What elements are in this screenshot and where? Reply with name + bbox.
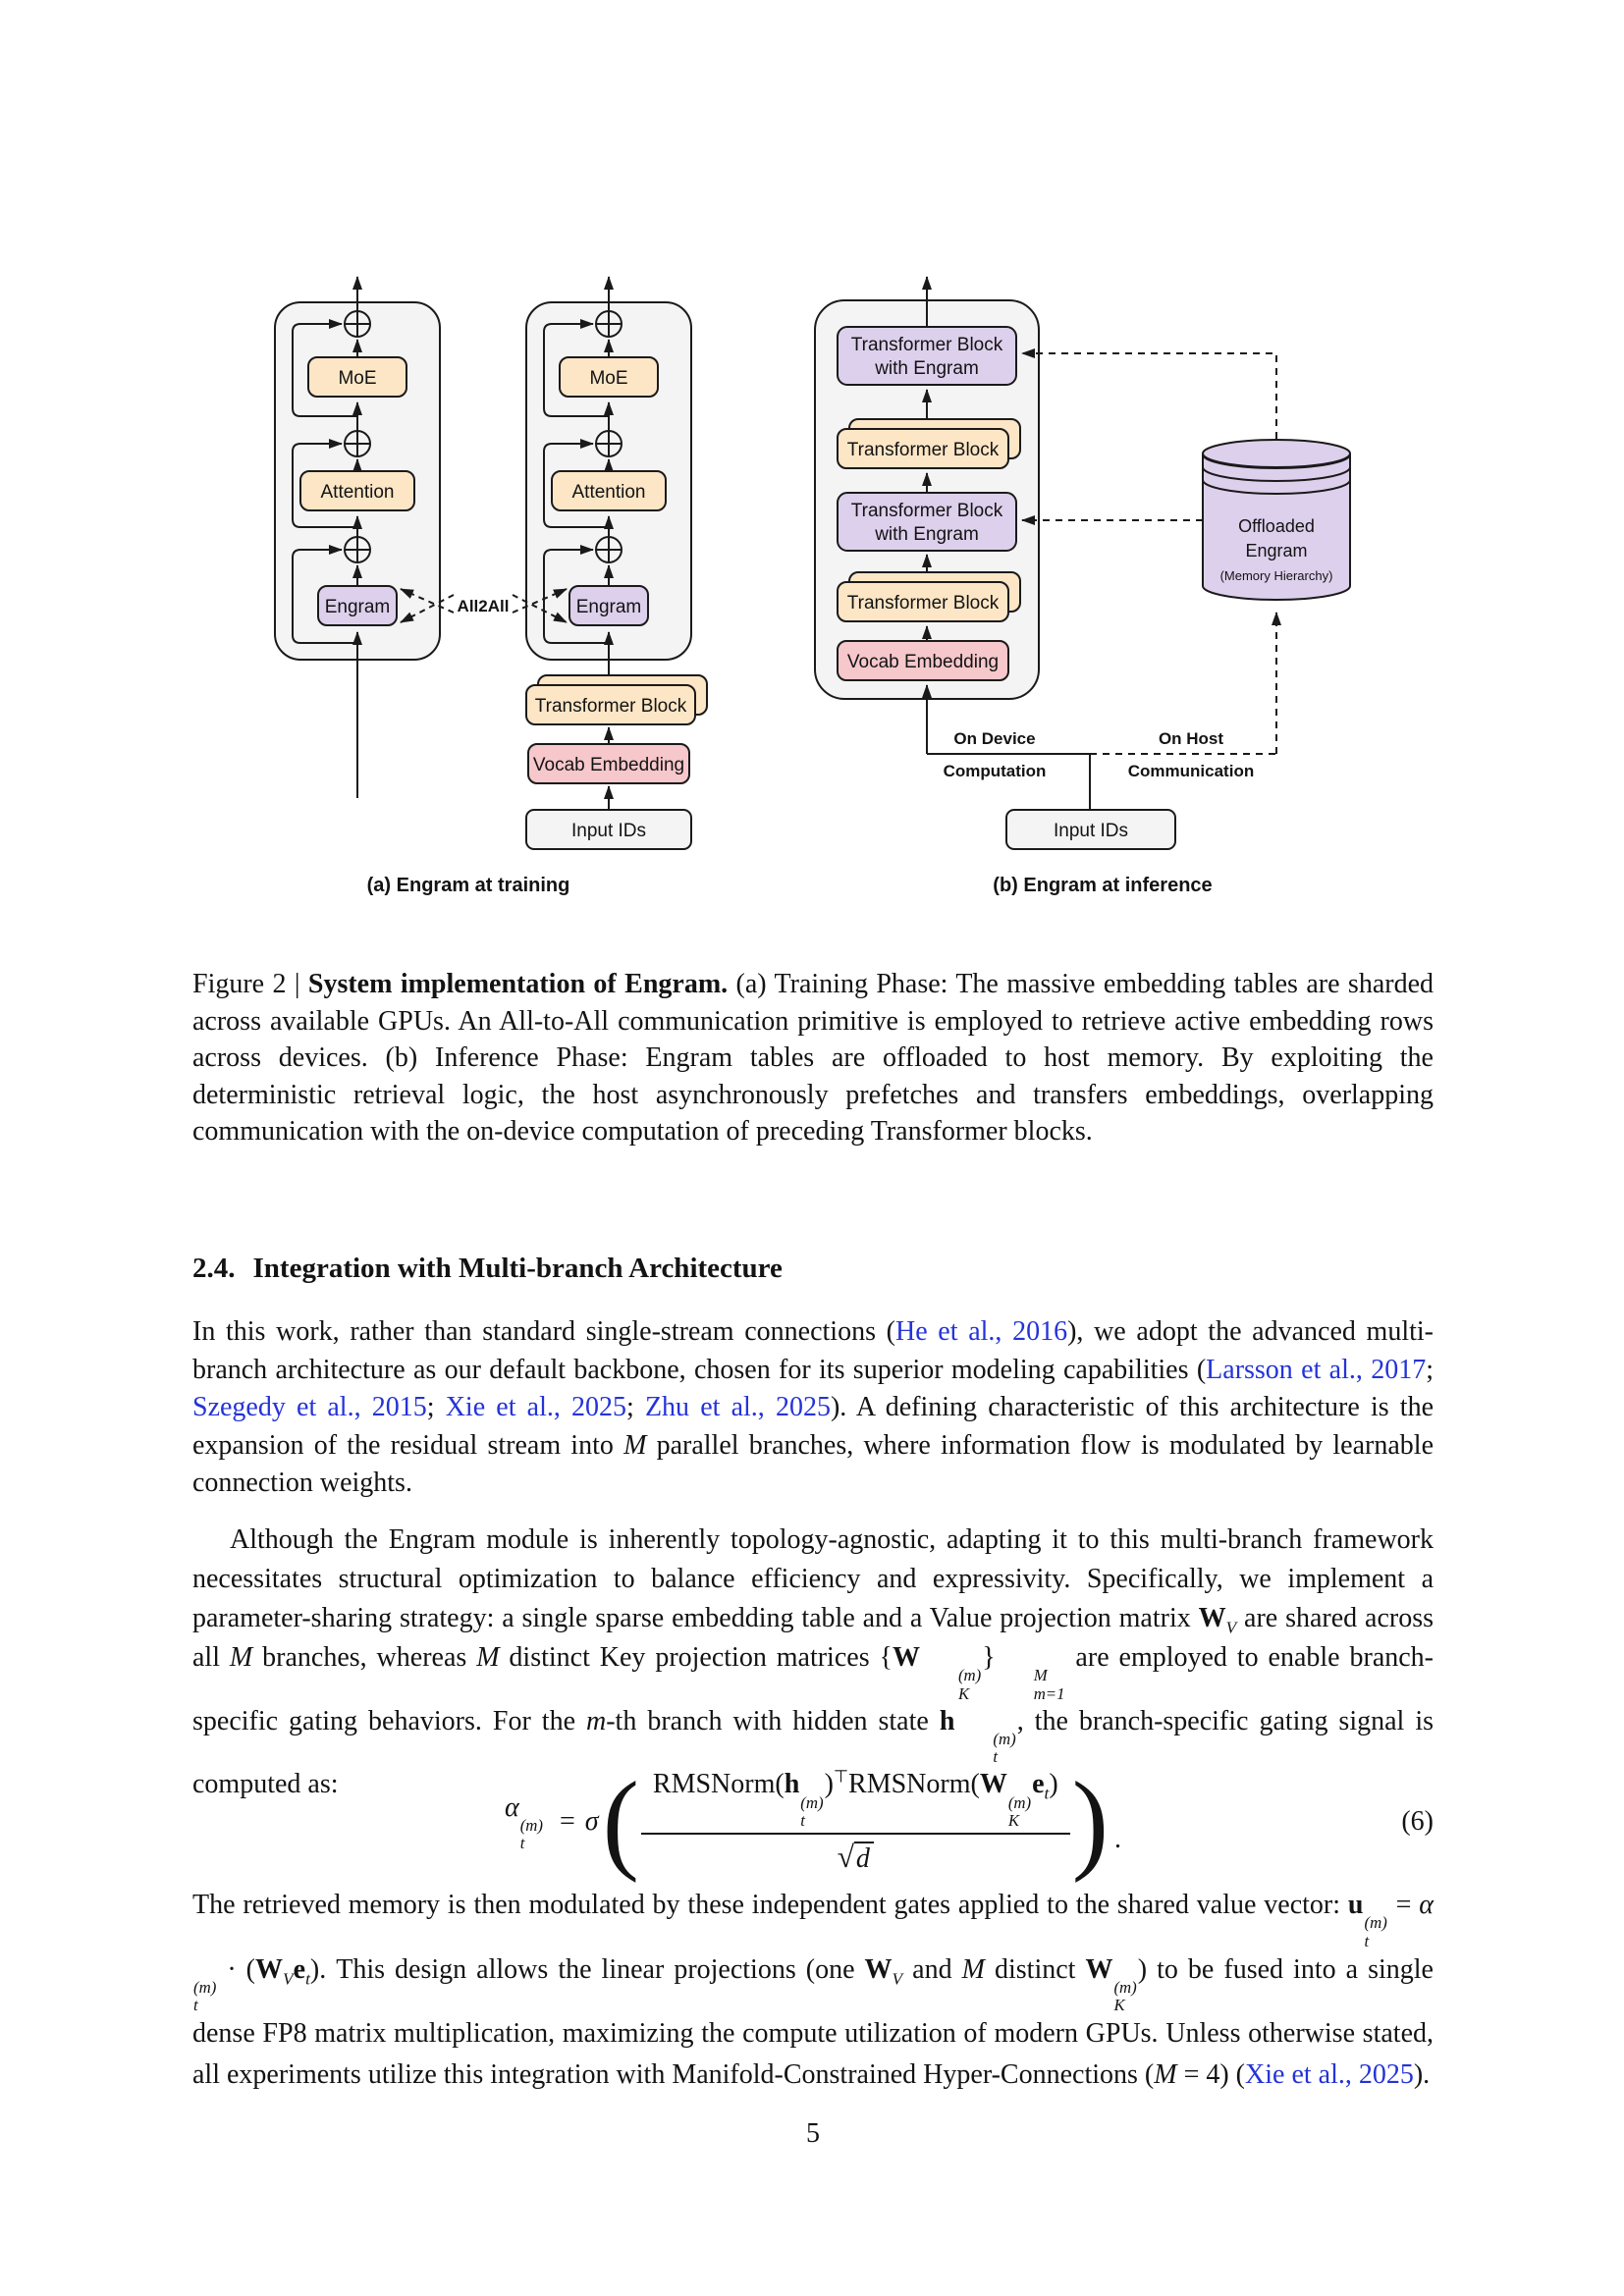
- equation-lhs: α (m) t: [504, 1791, 543, 1853]
- paragraph-2-text: Although the Engram module is inherently topology-agnostic, adapting it to this multi-branch framework necessitates structural optimization to balance efficiency and expressivity. Specifically, we implement a parameter-sharing strategy: a single sparse embedding table and a Value projection matrix $W_V$ are shared across all M branches, whereas M distinct Key projection matrices {W (m) K } M m=1 are employed to enable branch-specific gating behaviors. For the m-th branch with hidden state h (m) t , the branch-specific gating signal is computed as:: [192, 1524, 1434, 1800]
- on-device-label-line1: On Device: [953, 729, 1036, 748]
- add-node: [596, 431, 622, 456]
- equation-6: α (m) t = σ ( RMSNorm(h (m) t )⊤RMSNorm(W (m) K $e_t$) √d ) . (6): [504, 1759, 1434, 1885]
- input-ids-label: Input IDs: [1053, 821, 1129, 841]
- tb-engram-label-line2: with Engram: [875, 358, 979, 379]
- panel-a-gpu1-block: [526, 277, 707, 849]
- math-supsub: M m=1: [1033, 1666, 1065, 1703]
- sqrt-sign: √: [837, 1839, 854, 1874]
- moe-label: MoE: [338, 368, 377, 389]
- math-supsub: (m) t: [800, 1792, 824, 1830]
- sqrt-argument: d: [854, 1842, 874, 1874]
- tb-engram-label-line1: Transformer Block: [850, 501, 1003, 521]
- fraction: [641, 1769, 1070, 1875]
- citation-link[interactable]: Larsson et al., 2017: [1206, 1354, 1427, 1385]
- math-supsub: (m) t: [993, 1730, 1016, 1767]
- on-device-label-line2: Computation: [943, 762, 1047, 780]
- section-heading: [192, 1253, 1434, 1285]
- input-ids-label: Input IDs: [570, 821, 647, 841]
- citation-link[interactable]: Zhu et al., 2025: [644, 1392, 831, 1423]
- math-supsub: (m) K: [1113, 1978, 1137, 2015]
- math-supsub: (m) K: [957, 1666, 982, 1703]
- math-supsub: (m) t: [193, 1978, 217, 2015]
- citation-link[interactable]: Xie et al., 2025: [1245, 2059, 1414, 2091]
- figure-2-diagram: [0, 0, 1624, 942]
- citation-link[interactable]: Xie et al., 2025: [445, 1392, 627, 1423]
- cylinder-label-line2: Engram: [1245, 541, 1308, 561]
- citation-link[interactable]: He et al., 2016: [894, 1316, 1068, 1347]
- attention-label: Attention: [320, 482, 395, 503]
- transformer-block-label: Transformer Block: [846, 440, 1000, 460]
- figure-caption: Figure 2 | System implementation of Engram. (a) Training Phase: The massive embedding tables are sharded across available GPUs. An All-to-All communication primitive is employed to retrieve active embedding rows across devices. (b) Inference Phase: Engram tables are offloaded to host memory. By exploiting the deterministic retrieval logic, the host asynchronously prefetches and transfers embeddings, overlapping communication with the on-device computation of preceding Transformer blocks.: [192, 969, 1434, 1147]
- engram-label: Engram: [324, 597, 391, 617]
- add-node: [345, 311, 370, 337]
- section-number: 2.4.: [192, 1253, 236, 1284]
- add-node: [596, 311, 622, 337]
- panel-b-device-stack: [815, 277, 1039, 754]
- equation-number: (6): [1401, 1806, 1434, 1837]
- math-supsub: (m) t: [519, 1816, 543, 1853]
- cylinder-label-line3: (Memory Hierarchy): [1219, 568, 1333, 583]
- fraction-numerator: RMSNorm(h (m) t )⊤RMSNorm(W (m) K $e_t$): [652, 1767, 1058, 1830]
- attention-label: Attention: [571, 482, 646, 503]
- math-supsub: (m) t: [1364, 1913, 1387, 1950]
- equals-sign: =: [559, 1806, 575, 1837]
- cylinder-label-line1: Offloaded: [1238, 516, 1315, 536]
- transformer-block-label: Transformer Block: [534, 696, 687, 717]
- transformer-block-label: Transformer Block: [846, 593, 1000, 614]
- equation-period: .: [1114, 1824, 1121, 1854]
- paragraph-1: In this work, rather than standard single-stream connections (He et al., 2016), we adopt the advanced multi-branch architecture as our default backbone, chosen for its superior modeling capabilities (Larsson et al., 2017; Szegedy et al., 2015; Xie et al., 2025; Zhu et al., 2025). A defining characteristic of this architecture is the expansion of the residual stream into M parallel branches, where information flow is modulated by learnable connection weights.: [192, 1316, 1434, 1499]
- paragraph-2: [192, 1521, 1434, 1804]
- all2all-label: All2All: [457, 597, 510, 615]
- citation-link[interactable]: Szegedy et al., 2015: [192, 1392, 427, 1423]
- moe-label: MoE: [589, 368, 628, 389]
- vocab-embedding-label: Vocab Embedding: [846, 652, 1000, 672]
- page-number: 5: [806, 2118, 820, 2149]
- vocab-embedding-label: Vocab Embedding: [532, 755, 685, 775]
- add-node: [596, 537, 622, 562]
- panel-a-caption: (a) Engram at training: [366, 875, 570, 896]
- prefetch-arrow-top: [1022, 353, 1276, 439]
- tb-engram-label-line2: with Engram: [875, 524, 979, 545]
- section-title: Integration with Multi-branch Architecture: [252, 1253, 783, 1284]
- offloaded-engram-cylinder: [1022, 353, 1350, 600]
- tb-engram-label-line1: Transformer Block: [850, 335, 1003, 355]
- cylinder-top: [1203, 440, 1350, 467]
- on-host-label-line1: On Host: [1158, 729, 1224, 748]
- math-supsub: (m) K: [1007, 1792, 1032, 1830]
- paragraph-3: The retrieved memory is then modulated by these independent gates applied to the shared value vector: u (m) t = α (m) t · $(W_Ve_t)$. This design allows the linear projections (one $W_V$ and M distinct W (m) K ) to be fused into a single dense FP8 matrix multiplication, maximizing the compute utilization of modern GPUs. Unless otherwise stated, all experiments utilize this integration with Manifold-Constrained Hyper-Connections (M = 4) (Xie et al., 2025).: [192, 1890, 1434, 2091]
- panel-a-gpu0-block: [275, 277, 440, 798]
- add-node: [345, 431, 370, 456]
- fraction-denominator: [641, 1835, 1070, 1875]
- on-host-label-line2: Communication: [1127, 762, 1255, 780]
- engram-label: Engram: [575, 597, 642, 617]
- add-node: [345, 537, 370, 562]
- sigma-symbol: σ: [584, 1806, 599, 1837]
- panel-b-caption: (b) Engram at inference: [993, 875, 1213, 896]
